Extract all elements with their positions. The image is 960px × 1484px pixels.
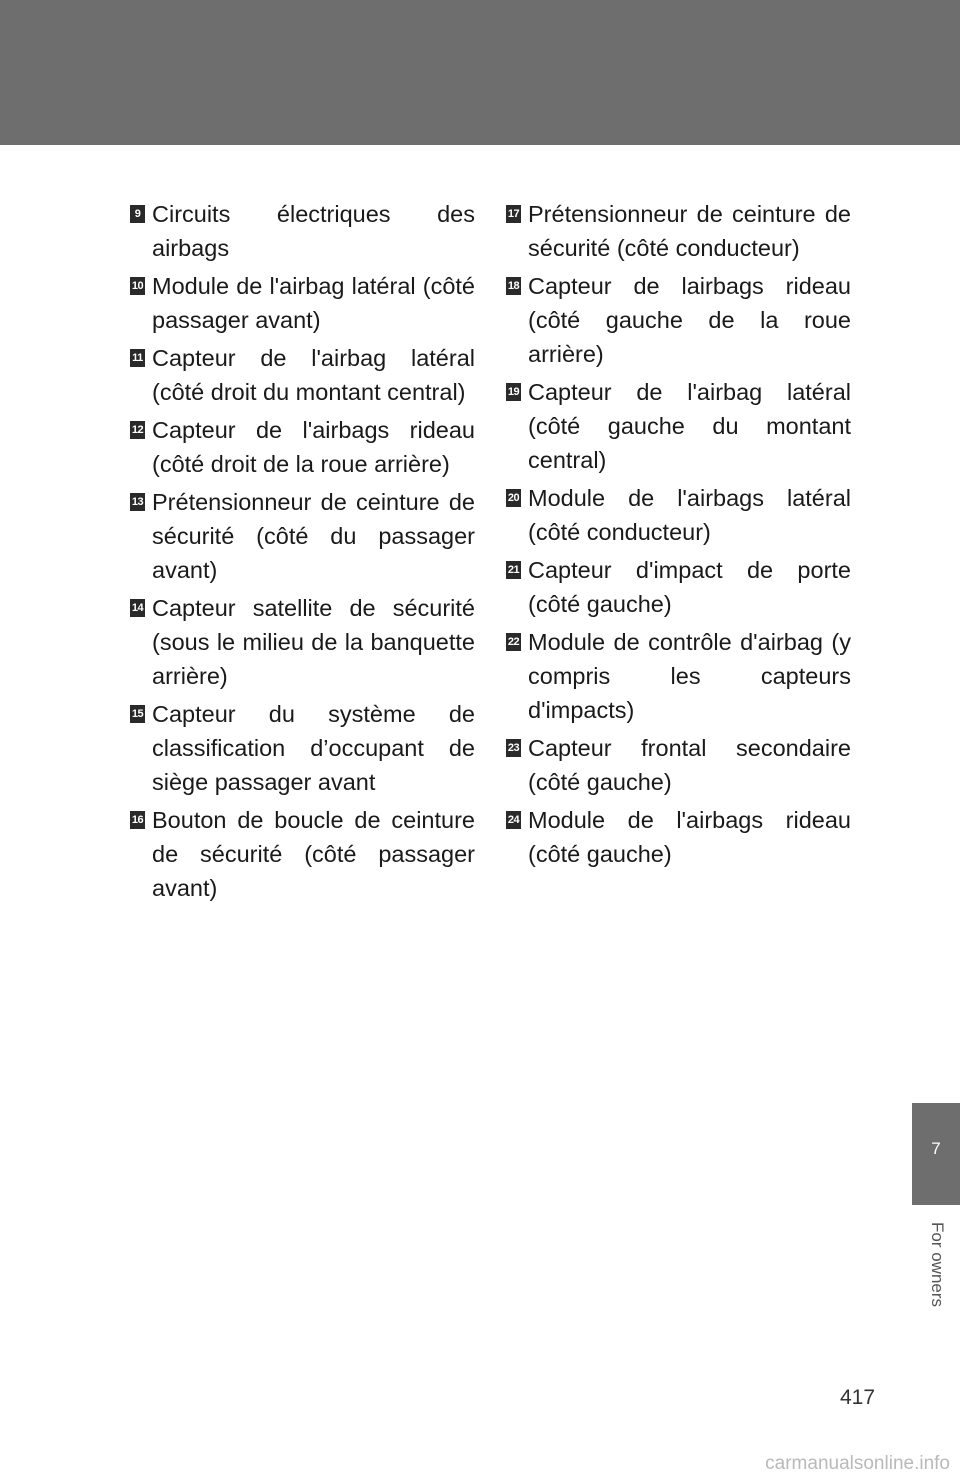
item-text: Capteur de l'airbag latéral (côté droit du montant central) xyxy=(152,345,475,405)
item-number-badge: 14 xyxy=(130,599,145,617)
item-number-badge: 15 xyxy=(130,705,145,723)
page-number: 417 xyxy=(840,1386,876,1409)
list-item xyxy=(130,485,475,587)
list-item xyxy=(130,269,475,337)
item-number-badge: 9 xyxy=(130,205,145,223)
chapter-tab xyxy=(912,1103,960,1205)
item-text: Module de l'airbags rideau (côté gauche) xyxy=(528,807,851,867)
item-number-badge: 22 xyxy=(506,633,521,651)
item-text: Module de contrôle d'airbag (y compris les capteurs d'impacts) xyxy=(528,629,851,723)
item-number-badge: 24 xyxy=(506,811,521,829)
item-text: Prétensionneur de ceinture de sécurité (côté conducteur) xyxy=(528,201,851,261)
item-number-badge: 19 xyxy=(506,383,521,401)
chapter-number: 7 xyxy=(931,1139,941,1158)
item-text: Capteur de l'airbags rideau (côté droit de la roue arrière) xyxy=(152,417,475,477)
item-text: Circuits électriques des airbags xyxy=(152,201,475,261)
item-text: Module de l'airbag latéral (côté passager avant) xyxy=(152,273,475,333)
item-text: Prétensionneur de ceinture de sécurité (côté du passager avant) xyxy=(152,489,475,583)
item-number-badge: 18 xyxy=(506,277,521,295)
item-number-badge: 10 xyxy=(130,277,145,295)
list-item xyxy=(130,697,475,799)
item-number-badge: 20 xyxy=(506,489,521,507)
list-item xyxy=(506,553,851,621)
list-item xyxy=(130,591,475,693)
list-item xyxy=(506,197,851,265)
item-number-badge: 17 xyxy=(506,205,521,223)
list-item xyxy=(130,803,475,905)
right-column xyxy=(506,197,851,875)
item-number-badge: 16 xyxy=(130,811,145,829)
item-text: Capteur de lairbags rideau (côté gauche de la roue arrière) xyxy=(528,273,851,367)
list-item xyxy=(506,803,851,871)
item-number-badge: 23 xyxy=(506,739,521,757)
item-text: Capteur satellite de sécurité (sous le milieu de la banquette arrière) xyxy=(152,595,475,689)
item-text: Capteur frontal secondaire (côté gauche) xyxy=(528,735,851,795)
list-item xyxy=(506,481,851,549)
item-text: Module de l'airbags latéral (côté conducteur) xyxy=(528,485,851,545)
list-item xyxy=(506,731,851,799)
item-number-badge: 12 xyxy=(130,421,145,439)
list-item xyxy=(506,375,851,477)
item-text: Capteur du système de classification d’occupant de siège passager avant xyxy=(152,701,475,795)
item-text: Capteur d'impact de porte (côté gauche) xyxy=(528,557,851,617)
list-item xyxy=(506,269,851,371)
item-number-badge: 13 xyxy=(130,493,145,511)
left-column xyxy=(130,197,475,909)
list-item xyxy=(506,625,851,727)
item-text: Bouton de boucle de ceinture de sécurité (côté passager avant) xyxy=(152,807,475,901)
chapter-label: For owners xyxy=(928,1222,947,1308)
watermark-text: carmanualsonline.info xyxy=(765,1453,950,1474)
list-item xyxy=(130,197,475,265)
item-number-badge: 21 xyxy=(506,561,521,579)
item-text: Capteur de l'airbag latéral (côté gauche du montant central) xyxy=(528,379,851,473)
list-item xyxy=(130,413,475,481)
list-item xyxy=(130,341,475,409)
item-number-badge: 11 xyxy=(130,349,145,367)
header-band xyxy=(0,0,960,145)
